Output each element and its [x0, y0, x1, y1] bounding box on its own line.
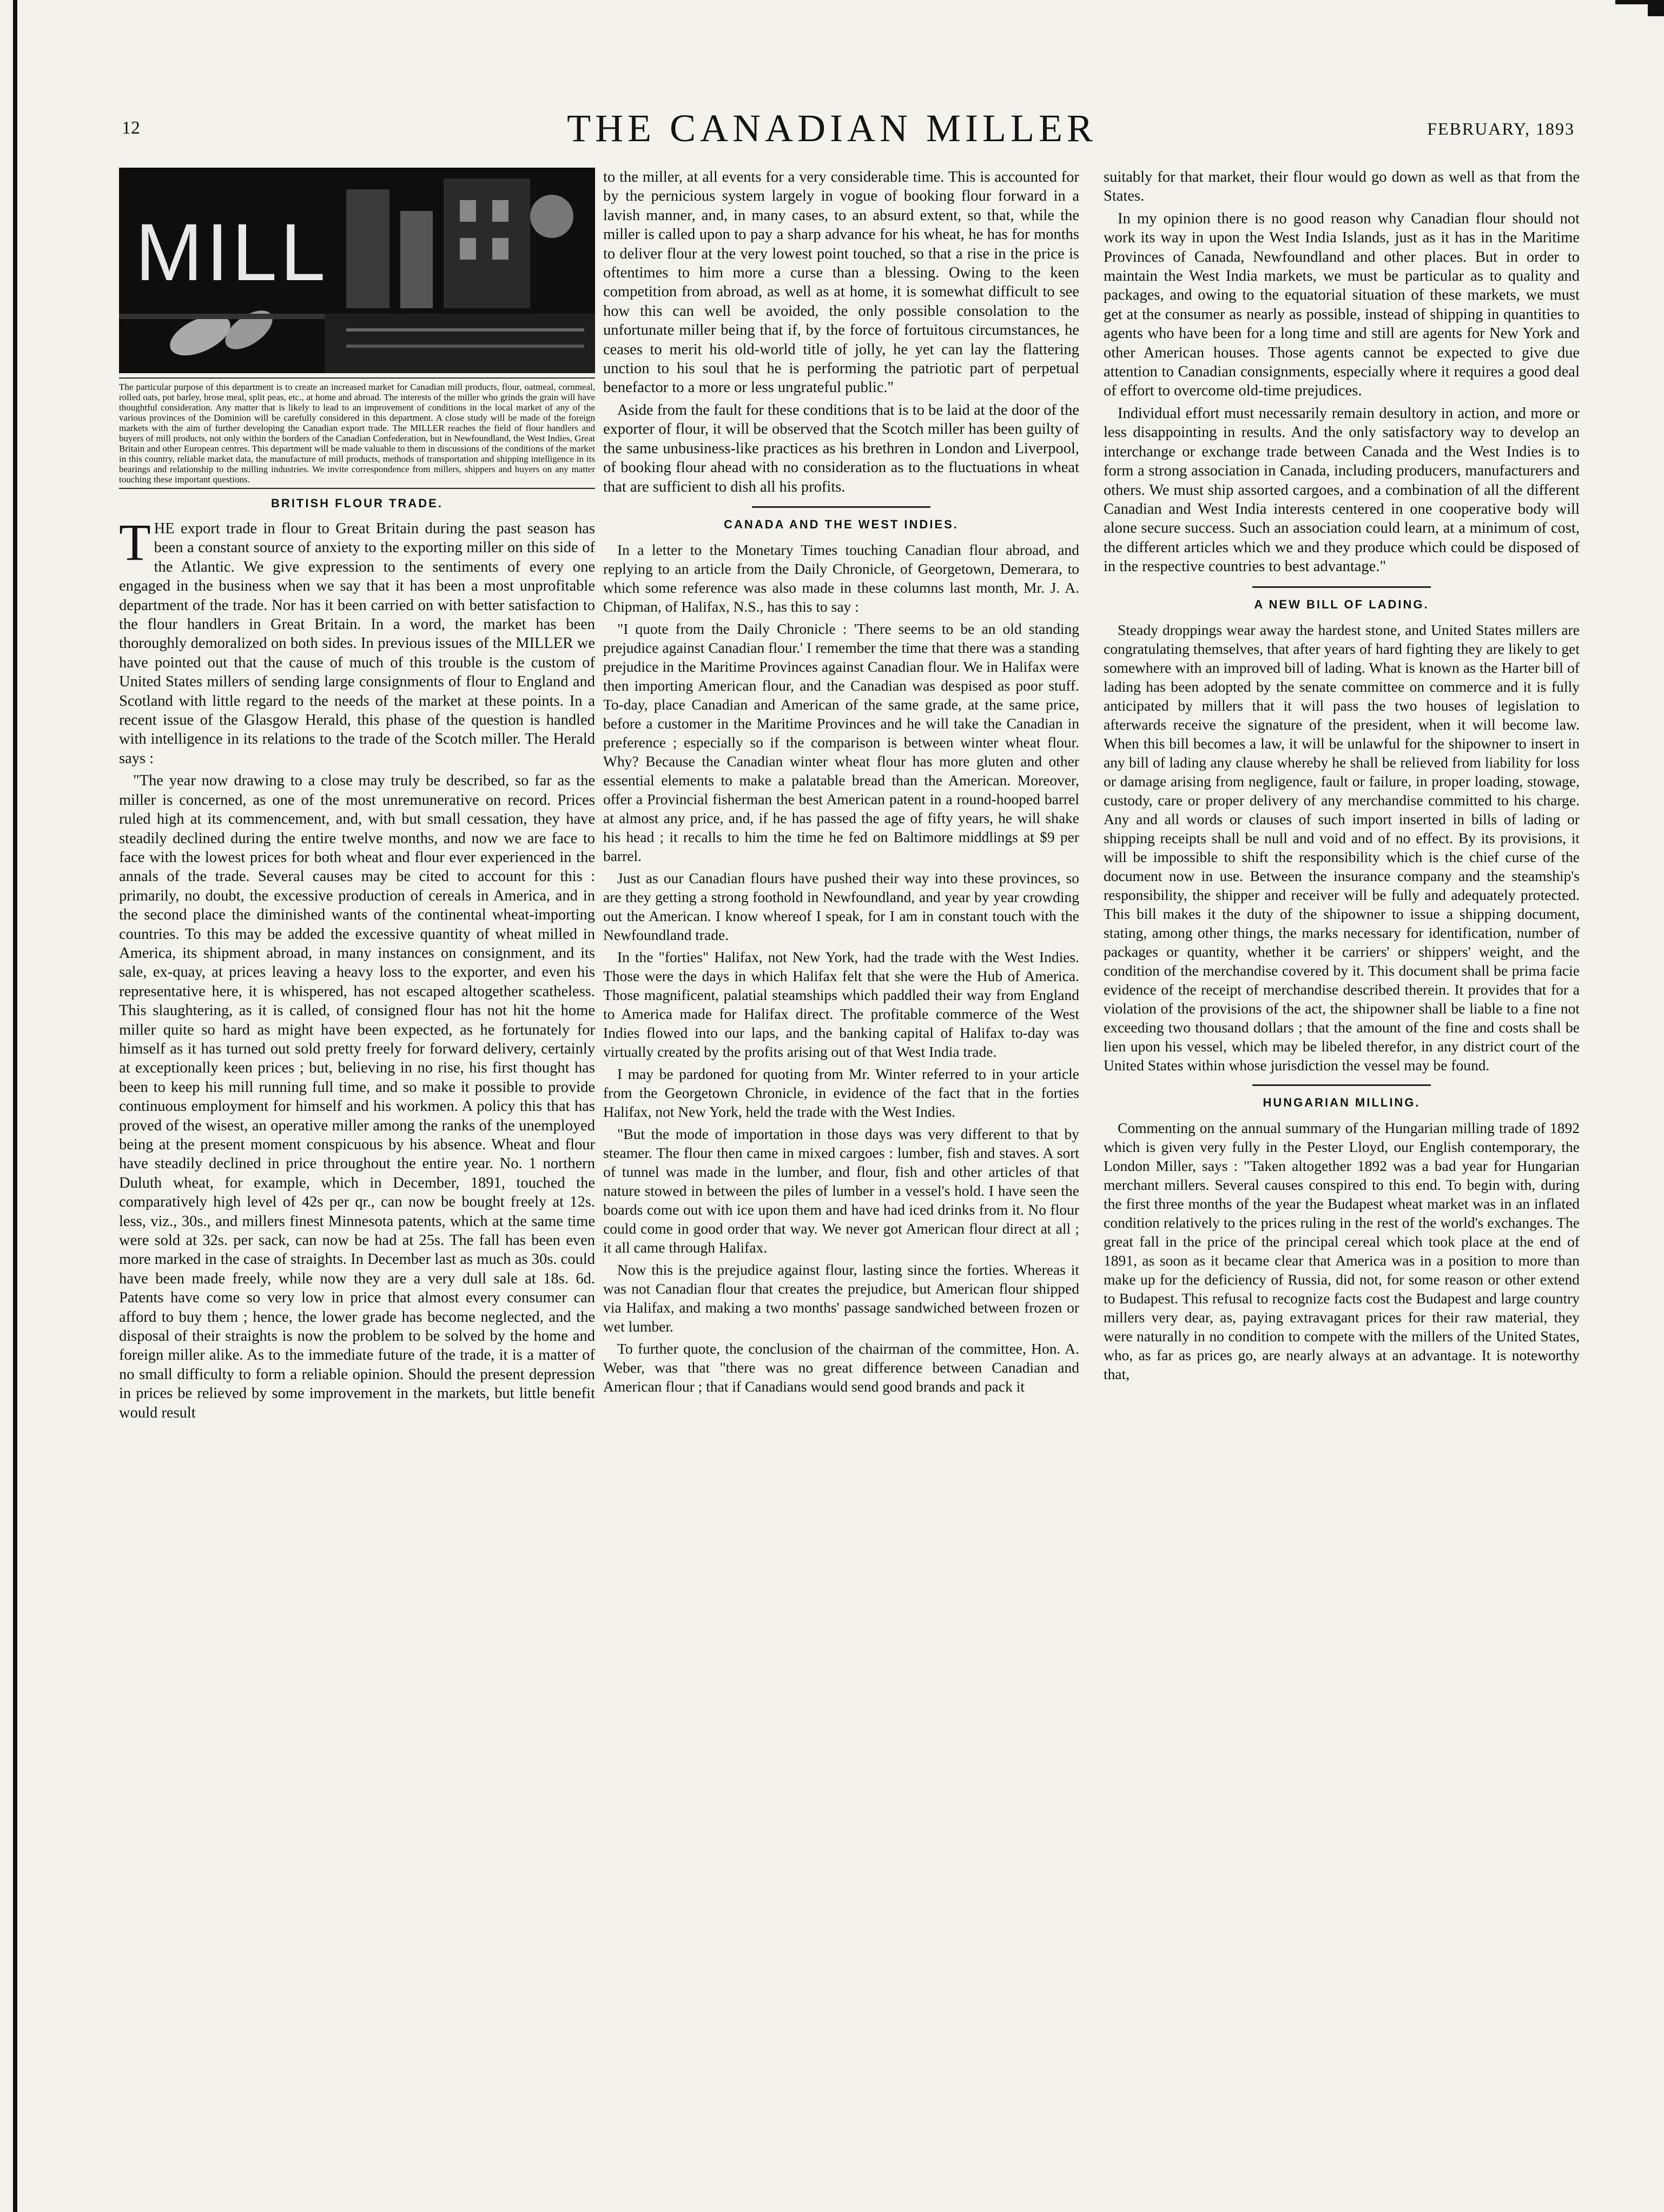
article-paragraph: Steady droppings wear away the hardest stone, and United States millers are congratulating themselves, that after years of hard fighting they are likely to get somewhere with an improved bill of lading. What is known as the Harter bill of lading has been adopted by the senate committee on commerce and it is fully anticipated by millers that it will pass the two houses of legislation to afterwards receive the signature of the president, when it will become law. When this bill becomes a law, it will be unlawful for the shipowner to insert in any bill of lading any clause whereby he shall be relieved from liability for loss or damage arising from negligence, fault or failure, in proper loading, stowage, custody, care or proper delivery of any merchandise committed to his charge. Any and all words or clauses of such import inserted in bills of lading or shipping receipts shall be null and void and of no effect. By its provisions, it will be impossible to shift the responsibility which is the chief curse of the document now in use. Between the insurance company and the steamship's responsibility, the shipper and receiver will be fully and adequately protected. This bill makes it the duty of the shipowner to issue a shipping document, stating, among other things, the marks necessary for identification, number of packages or quantity, whether it be carriers' or shippers' weight, and the condition of the merchandise covered by it. This document shall be prima facie evidence of the receipt of merchandise described therein. It provides that for a violation of the provisions of the act, the shipowner shall be liable to a fine not exceeding two thousand dollars ; that the amount of the fine and costs shall be lien upon his vessel, which may be libeled therefor, in any district court of the United States within whose jurisdiction the vessel may be found. [1104, 621, 1580, 1074]
article-paragraph: Aside from the fault for these conditions that is to be laid at the door of the exporter of flour, it will be observed that the Scotch miller has been guilty of the same unbusiness-like practices as his brethren in London and Liverpool, of booking flour ahead with no consideration as to the fluctuations in wheat that are sufficient to dish all his profits. [603, 401, 1079, 495]
page-number: 12 [122, 118, 140, 138]
paragraph-text: HE export trade in flour to Great Britain during the past season has been a constant source of anxiety to the exporting miller on this side of the Atlantic. We give expression to the sentiments of every one engaged in the business when we say that it has been a most unprofitable department of the trade. Nor has it been carried on with better satisfaction to the flour handlers in Great Britain. In a word, the market has been thoroughly demoralized on both sides. In previous issues of the MILLER we have pointed out that the cause of much of this trouble is the custom of United States millers of sending large consignments of flour to England and Scotland with little regard to the needs of the market at these points. In a recent issue of the Glasgow Herald, this phase of the question is handled with intelligence in its relations to the trade of the Scotch miller. The Herald says : [119, 520, 595, 767]
heading-canada-west-indies: CANADA AND THE WEST INDIES. [724, 517, 959, 531]
column-1 [119, 168, 595, 1426]
corner-mark [1648, 0, 1664, 16]
section-rule [1252, 1084, 1431, 1086]
article-paragraph: to the miller, at all events for a very considerable time. This is accounted for by the pernicious system largely in vogue of booking flour forward in a lavish manner, and, in many cases, to an absurd extent, so that, while the miller is called upon to pay a sharp advance for his wheat, he has for months to deliver flour at the very lowest point touched, so that a rise in the price is oftentimes to him more a curse than a blessing. Owing to the keen competition from abroad, as well as at home, it is somewhat difficult to see how this can well be avoided, the only possible consolation to the unfortunate miller being that if, by the force of fortuitous circumstances, he ceases to merit his old-world title of jolly, he yet can lay the flattering unction to his soul that he is performing the patriotic part of perpetual benefactor to a more or less ungrateful public." [603, 169, 1079, 396]
column-2 [603, 168, 1079, 1399]
article-paragraph: To further quote, the conclusion of the chairman of the committee, Hon. A. Weber, was that "there was no great difference between Canadian and American flour ; that if Canadians would send good brands and pack it [603, 1340, 1079, 1395]
article-paragraph: "But the mode of importation in those days was very different to that by steamer. The flour then came in mixed cargoes : lumber, fish and staves. A sort of tunnel was made in the lumber, and flour, fish and other articles of that nature stowed in between the piles of lumber in a vessel's hold. I have seen the boards come out with ice upon them and have had iced drinks from it. No flour could come in good order that way. We never got American flour direct at all ; it all came through Halifax. [603, 1125, 1079, 1256]
publication-title: THE CANADIAN MILLER [567, 107, 1097, 150]
page-edge [13, 0, 17, 2212]
article-paragraph [119, 513, 595, 768]
heading-british-flour-trade: BRITISH FLOUR TRADE. [271, 496, 443, 510]
banner-title: MILL [135, 207, 329, 297]
article-paragraph: I may be pardoned for quoting from Mr. Winter referred to in your article from the Georgetown Chronicle, in evidence of the fact that in the forties Halifax, not New York, held the trade with the West Indies. [603, 1065, 1079, 1120]
heading-new-bill-of-lading: A NEW BILL OF LADING. [1254, 597, 1429, 611]
heading-hungarian-milling: HUNGARIAN MILLING. [1263, 1095, 1421, 1109]
article-paragraph: Just as our Canadian flours have pushed their way into these provinces, so are they getting a strong foothold in Newfoundland, and year by year crowding out the American. I know whereof I speak, for I am in constant touch with the Newfoundland trade. [603, 869, 1079, 943]
article-paragraph: Individual effort must necessarily remain desultory in action, and more or less disappointing in results. And the only satisfactory way to develop an interchange or exchange trade between Canada and the West Indies is to form a strong association in Canada, including producers, manufacturers and others. We must ship assorted cargoes, and a combination of all the different Canadian and West India interests centered in one cooperative body will alone secure success. Such an association could learn, at a minimum of cost, the different articles which we and they produce which could be disposed of in the respective countries to best advantage." [1104, 405, 1580, 575]
article-paragraph: In my opinion there is no good reason why Canadian flour should not work its way in upon the West India Islands, just as it has in the Maritime Provinces of Canada, Newfoundland and other places. But in order to maintain the West India markets, we must be particular as to quality and packages, and owing to the equatorial situation of these markets, we must get at the consumer as nearly as possible, instead of shipping in quantities to agents who have been for a long time and still are agents for New York and other American houses. Those agents cannot be expected to give due attention to Canadian consignments, especially where it requires a good deal of effort to overcome old-time prejudices. [1104, 210, 1580, 400]
drop-cap: T [119, 513, 151, 571]
section-rule [1252, 586, 1431, 588]
mill-banner [119, 168, 595, 373]
article-paragraph: Now this is the prejudice against flour, lasting since the forties. Whereas it was not Canadian flour that creates the prejudice, but American flour shipped via Halifax, and making a two months' passage sandwiched between frozen or wet lumber. [603, 1261, 1079, 1335]
article-paragraph: In a letter to the Monetary Times touching Canadian flour abroad, and replying to an article from the Daily Chronicle, of Georgetown, Demerara, to which some reference was also made in these columns last month, Mr. J. A. Chipman, of Halifax, N.S., has this to say : [603, 541, 1079, 615]
column-3 [1104, 168, 1580, 1387]
article-paragraph: Commenting on the annual summary of the Hungarian milling trade of 1892 which is given very fully in the Pester Lloyd, our English contemporary, the London Miller, says : "Taken altogether 1892 was a bad year for Hungarian merchant millers. Several causes conspired to this end. To begin with, during the first three months of the year the Budapest wheat market was in an inflated condition relatively to the prices ruling in the rest of the world's exchanges. The great fall in the price of the principal cereal which took place at the end of 1891, as soon as it became clear that America was in a position to more than make up for the deficiency of Russia, did not, for some reason or other extend to Budapest. This refusal to recognize facts cost the Budapest and large country millers very dear, as, paying extravagant prices for their raw material, they were naturally in no condition to compete with the millers of the United States, who, as far as prices go, are nearly always at an advantage. It is noteworthy that, [1104, 1119, 1580, 1382]
masthead [0, 106, 1664, 155]
section-rule [752, 506, 930, 508]
article-paragraph: In the "forties" Halifax, not New York, had the trade with the West Indies. Those were the days in which Halifax felt that she were the Hub of America. Those magnificent, palatial steamships which paddled their way from England to America made for Halifax direct. The profitable commerce of the West Indies flowed into our laps, and the banking capital of Halifax to-day was virtually created by the profits arising out of that West India trade. [603, 948, 1079, 1060]
issue-date: FEBRUARY, 1893 [1427, 119, 1575, 138]
article-paragraph: "I quote from the Daily Chronicle : 'There seems to be an old standing prejudice against Canadian flour.' I remember the time that there was a standing prejudice in the Maritime Provinces against Canadian flour. We in Halifax were then importing American flour, and the Canadian was despised as poor stuff. To-day, place Canadian and American of the same grade, at the same price, before a customer in the Maritime Provinces and he will take the Canadian in preference ; especially so if the comparison is between winter wheat flour. Why? Because the Canadian winter wheat flour has more gluten and other essential elements to make a palatable bread than the American. Moreover, offer a Provincial fisherman the best American patent in a round-hooped barrel at almost any price, and, if he has passed the age of fifty years, he will shake his head ; it recalls to him the time he fed on Baltimore middlings at $9 per barrel. [603, 620, 1079, 864]
article-paragraph: "The year now drawing to a close may truly be described, so far as the miller is concerned, as one of the most unremunerative on record. Prices ruled high at its commencement, and, with but small cessation, they have steadily declined during the entire twelve months, and now we are face to face with the lowest prices for both wheat and flour ever experienced in the annals of the trade. Several causes may be cited to account for this : primarily, no doubt, the excessive production of cereals in America, and in the second place the diminished wants of the continental wheat-importing countries. To this may be added the excessive quantity of wheat milled in America, its shipment abroad, in many instances on consignment, and its sale, ex-quay, at prices leaving a heavy loss to the exporter, and even his representative here, it is whispered, has not escaped altogether scatheless. This slaughtering, as it is called, of consigned flour has not hit the home miller quite so hard as might have been expected, as he fortunately for himself as it has turned out sold pretty freely for forward delivery, certainly at exceptionally keen prices ; but, believing in no rise, his first thought has been to keep his mill running full time, and so make it possible to provide continuous employment for himself and his workmen. A policy this that has proved of the wisest, an operative miller among the ranks of the unemployed being at the present moment conspicuous by his absence. Wheat and flour have steadily declined in price throughout the entire year. No. 1 northern Duluth wheat, for example, which in December, 1891, touched the comparatively high level of 42s per qr., can now be bought freely at 12s. less, viz., 30s., and millers finest Minnesota patents, which at the same time were sold at 32s. per sack, can now be had at 25s. The fall has been even more marked in the case of straights. In December last as much as 30s. could have been made freely, while now they are a very dull sale at 18s. 6d. Patents have come so very low in price that almost every consumer can afford to buy them ; hence, the lower grade has become neglected, and the disposal of their straights is now the problem to be solved by the home and foreign miller alike. As to the immediate future of the trade, it is a matter of no small difficulty to form a reliable opinion. Should the present depression in prices be relieved by some improvement in the markets, but little benefit would result [119, 772, 595, 1421]
department-description: The particular purpose of this department is to create an increased market for Canadian mill products, flour, oatmeal, cornmeal, rolled oats, pot barley, brose meal, split peas, etc., at home and abroad. The interests of the miller who grinds the grain will have thoughtful consideration. Any matter that is likely to lead to an improvement of conditions in the local market of any of the various provinces of the Dominion will be carefully considered in this department. A close study will be made of the foreign markets with the aim of further developing the Canadian export trade. The MILLER reaches the field of flour handlers and buyers of mill products, not only within the borders of the Canadian Confederation, but in Newfoundland, the West Indies, Great Britain and other European centres. This department will be made valuable to them in discussions of the conditions of the market in this country, reliable market data, the manufacture of mill products, methods of transportation and shipping intelligence in its bearings and relationship to the milling industries. We invite correspondence from millers, shippers and buyers on any matter touching these important questions. [119, 378, 595, 489]
article-paragraph: suitably for that market, their flour would go down as well as that from the States. [1104, 169, 1580, 205]
